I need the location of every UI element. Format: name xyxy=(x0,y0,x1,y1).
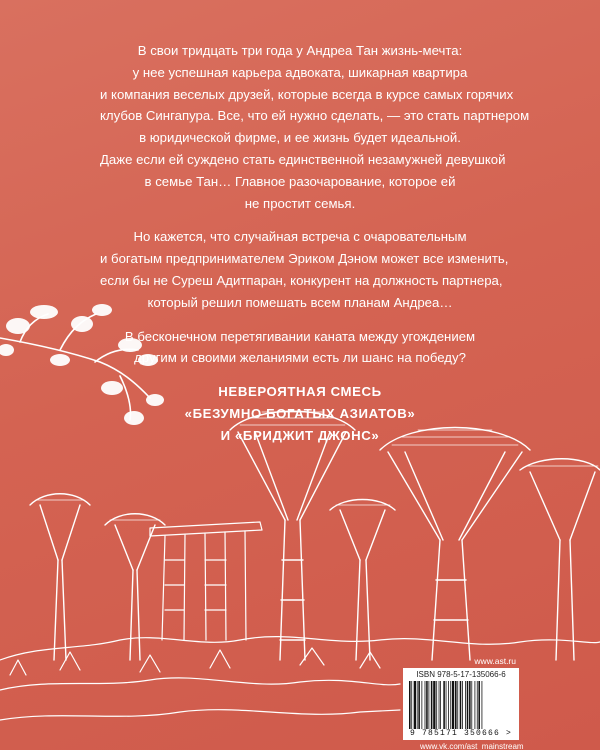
blurb-line: Но кажется, что случайная встреча с очаровательным xyxy=(133,229,467,245)
blurb-line: и богатым предпринимателем Эриком Дэном может все изменить, xyxy=(100,251,509,267)
barcode-bar xyxy=(426,681,428,729)
blurb-line: который решил помешать всем планам Андреа… xyxy=(147,294,453,310)
isbn-barcode-box xyxy=(403,668,519,740)
barcode-bar xyxy=(469,681,471,729)
barcode-bar xyxy=(411,681,412,729)
barcode-bar xyxy=(431,681,433,729)
blurb-line: в юридической фирме, и ее жизнь будет идеальной. xyxy=(139,130,461,146)
blurb-line: в семье Тан… Главное разочарование, которое ей xyxy=(144,173,456,189)
blurb-line: не простит семья. xyxy=(244,195,356,211)
barcode-bar xyxy=(452,681,454,729)
barcode-bar xyxy=(446,681,447,729)
barcode-bar xyxy=(429,681,430,729)
barcode xyxy=(409,681,513,729)
ean-digits: 9 785171 350666 > xyxy=(409,729,512,738)
tagline-line: И «БРИДЖИТ ДЖОНС» xyxy=(220,427,380,443)
social-link: www.vk.com/ast_mainstream xyxy=(420,742,524,750)
barcode-bar xyxy=(433,681,435,729)
marina-bay-sands-illustration xyxy=(150,522,262,640)
blurb-line: В бесконечном перетягивании каната между угождением xyxy=(124,328,476,344)
publisher-website: www.ast.ru xyxy=(474,656,516,666)
barcode-bar xyxy=(471,681,472,729)
barcode-bar xyxy=(462,681,463,729)
barcode-bar xyxy=(421,681,422,729)
tagline-line: «БЕЗУМНО БОГАТЫХ АЗИАТОВ» xyxy=(184,405,416,421)
barcode-bar xyxy=(465,681,466,729)
barcode-bar xyxy=(478,681,480,729)
barcode-bar xyxy=(414,681,416,729)
barcode-bar xyxy=(418,681,420,729)
blurb-line: если бы не Суреш Адитпаран, конкурент на должность партнера, xyxy=(100,272,503,288)
barcode-bar xyxy=(425,681,426,729)
barcode-bar xyxy=(482,681,483,729)
blurb-paragraph-2 xyxy=(100,226,509,313)
barcode-bar xyxy=(477,681,478,729)
barcode-bar xyxy=(436,681,437,729)
barcode-bar xyxy=(417,681,418,729)
barcode-bar xyxy=(450,681,451,729)
barcode-bar xyxy=(440,681,441,729)
barcode-bar xyxy=(448,681,449,729)
barcode-bar xyxy=(475,681,476,729)
barcode-bar xyxy=(467,681,469,729)
tagline-line: НЕВЕРОЯТНАЯ СМЕСЬ xyxy=(218,384,382,400)
blurb-line: у нее успешная карьера адвоката, шикарная квартира xyxy=(132,64,468,80)
tagline xyxy=(100,381,500,446)
back-cover-blurb xyxy=(100,40,530,459)
barcode-bar xyxy=(455,681,457,729)
blurb-line: клубов Сингапура. Все, что ей нужно сделать, — это стать партнером xyxy=(100,108,530,124)
blurb-paragraph-3 xyxy=(100,326,500,370)
isbn-number: ISBN 978-5-17-135066-6 xyxy=(416,670,506,679)
barcode-bar xyxy=(409,681,411,729)
blurb-line: и компания веселых друзей, которые всегда в курсе самых горячих xyxy=(100,86,514,102)
barcode-bar xyxy=(443,681,445,729)
blurb-line: В свои тридцать три года у Андреа Тан жизнь-мечта: xyxy=(137,43,463,58)
blurb-paragraph-1 xyxy=(100,40,530,214)
barcode-bar xyxy=(439,681,440,729)
barcode-bar xyxy=(460,681,462,729)
barcode-bar xyxy=(457,681,458,729)
blurb-line: Даже если ей суждено стать единственной незамужней девушкой xyxy=(100,151,506,167)
blurb-line: другим и своими желаниями есть ли шанс на победу? xyxy=(134,350,466,366)
